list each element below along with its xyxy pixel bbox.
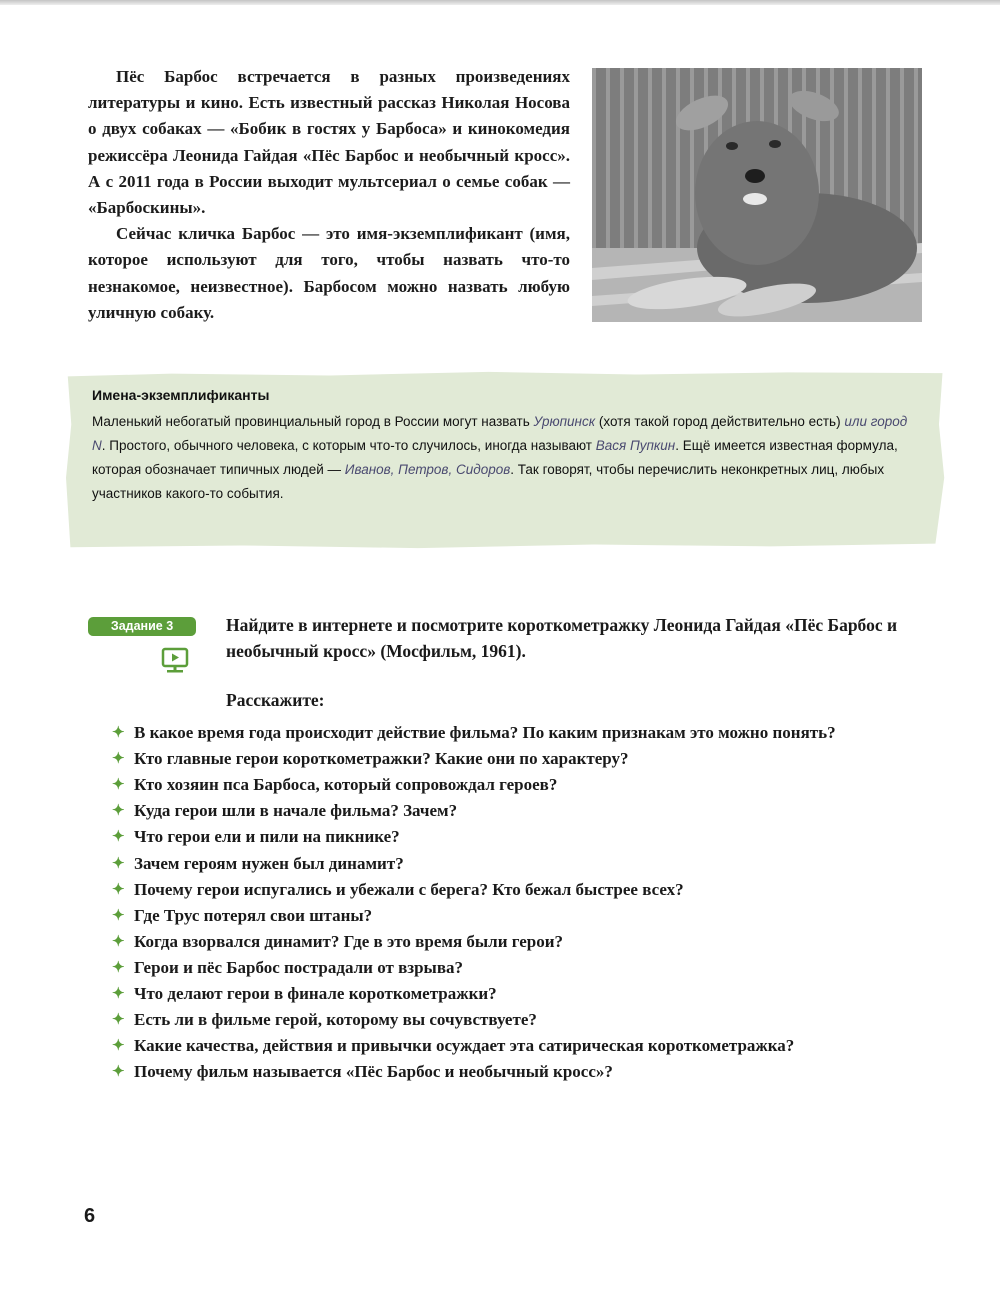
note-text: . Ещё имеется известная формула, которая обозначает типичных людей — xyxy=(92,438,898,477)
question-text: Что делают герои в финале короткометражки? xyxy=(134,983,497,1003)
note-example-name: Вася Пупкин xyxy=(595,438,676,453)
note-example-name: Урюпинск xyxy=(533,414,596,429)
question-text: Почему герои испугались и убежали с берега? Кто бежал быстрее всех? xyxy=(134,879,684,899)
bullet-icon: ✦ xyxy=(112,725,125,742)
list-item xyxy=(112,850,836,876)
bullet-icon: ✦ xyxy=(112,777,125,794)
list-item xyxy=(112,746,836,772)
list-item xyxy=(112,955,836,981)
question-text: В какое время года происходит действие фильма? По каким признакам это можно понять? xyxy=(134,723,836,743)
list-item xyxy=(112,720,836,746)
bullet-icon: ✦ xyxy=(112,1012,125,1029)
question-text: Кто главные герои короткометражки? Какие они по характеру? xyxy=(134,749,629,769)
list-item xyxy=(112,929,836,955)
note-example-name: или город N xyxy=(92,414,908,453)
bullet-icon: ✦ xyxy=(112,985,125,1002)
bullet-icon: ✦ xyxy=(112,855,125,872)
question-text: Почему фильм называется «Пёс Барбос и необычный кросс»? xyxy=(134,1062,613,1082)
page-number: 6 xyxy=(84,1205,96,1227)
list-item xyxy=(112,824,836,850)
bullet-icon: ✦ xyxy=(112,907,125,924)
note-example-name: Иванов, Петров, Сидоров xyxy=(344,462,511,477)
bullet-icon: ✦ xyxy=(112,1038,125,1055)
video-icon xyxy=(160,646,190,676)
dog-photo xyxy=(592,68,922,322)
question-text: Кто хозяин пса Барбоса, который сопровождал героев? xyxy=(134,775,558,795)
bullet-icon: ✦ xyxy=(112,751,125,768)
question-text: Зачем героям нужен был динамит? xyxy=(134,853,404,873)
list-item xyxy=(112,1033,836,1059)
list-item xyxy=(112,798,836,824)
question-text: Где Трус потерял свои штаны? xyxy=(134,905,373,925)
list-item xyxy=(112,903,836,929)
bullet-icon: ✦ xyxy=(112,933,125,950)
list-item xyxy=(112,1007,836,1033)
list-item xyxy=(112,981,836,1007)
page-top-edge xyxy=(0,0,1000,5)
bullet-icon: ✦ xyxy=(112,803,125,820)
intro-paragraph-2: Сейчас кличка Барбос — это имя-экземплификант (имя, которое используют для того, чтобы назвать что-то незнакомое, неизвестное). Барбосом можно назвать любую уличную собаку. xyxy=(88,224,570,322)
question-text: Герои и пёс Барбос пострадали от взрыва? xyxy=(134,957,463,977)
list-item xyxy=(112,772,836,798)
note-text: . Так говорят, чтобы перечислить неконкретных лиц, любых участников какого-то события. xyxy=(92,462,885,501)
note-text: . Простого, обычного человека, с которым что-то случилось, иногда называют xyxy=(101,438,596,453)
question-list xyxy=(112,720,836,1085)
question-text: Когда взорвался динамит? Где в это время были герои? xyxy=(134,931,564,951)
note-title: Имена-экземплификанты xyxy=(92,387,270,403)
intro-paragraph-1: Пёс Барбос встречается в разных произведениях литературы и кино. Есть известный рассказ Николая Носова о двух собаках — «Бобик в гостях у Барбоса» и кинокомедия режиссёра Леонида Гайдая «Пёс Барбос и необычный кросс». А с 2011 года в России выходит мультсериал о семье собак — «Барбоскины». xyxy=(88,67,570,218)
note-text: Маленький небогатый провинциальный город в России могут назвать xyxy=(92,414,534,429)
list-item xyxy=(112,1059,836,1085)
question-text: Какие качества, действия и привычки осуждает эта сатирическая короткометражка? xyxy=(134,1036,795,1056)
task-badge: Задание 3 xyxy=(88,617,196,636)
note-body xyxy=(92,410,922,506)
bullet-icon: ✦ xyxy=(112,1064,125,1081)
question-text: Что герои ели и пили на пикнике? xyxy=(134,827,400,847)
dog-photo-illustration xyxy=(592,68,922,322)
list-item xyxy=(112,877,836,903)
tell-label: Расскажите: xyxy=(226,690,325,710)
question-text: Куда герои шли в начале фильма? Зачем? xyxy=(134,801,458,821)
bullet-icon: ✦ xyxy=(112,959,125,976)
question-text: Есть ли в фильме герой, которому вы сочувствуете? xyxy=(134,1010,537,1030)
task-instruction: Найдите в интернете и посмотрите короткометражку Леонида Гайдая «Пёс Барбос и необычный кросс» (Мосфильм, 1961). xyxy=(226,615,898,661)
bullet-icon: ✦ xyxy=(112,881,125,898)
bullet-icon: ✦ xyxy=(112,829,125,846)
intro-text xyxy=(88,64,570,326)
note-text: (хотя такой город действительно есть) xyxy=(595,414,845,429)
